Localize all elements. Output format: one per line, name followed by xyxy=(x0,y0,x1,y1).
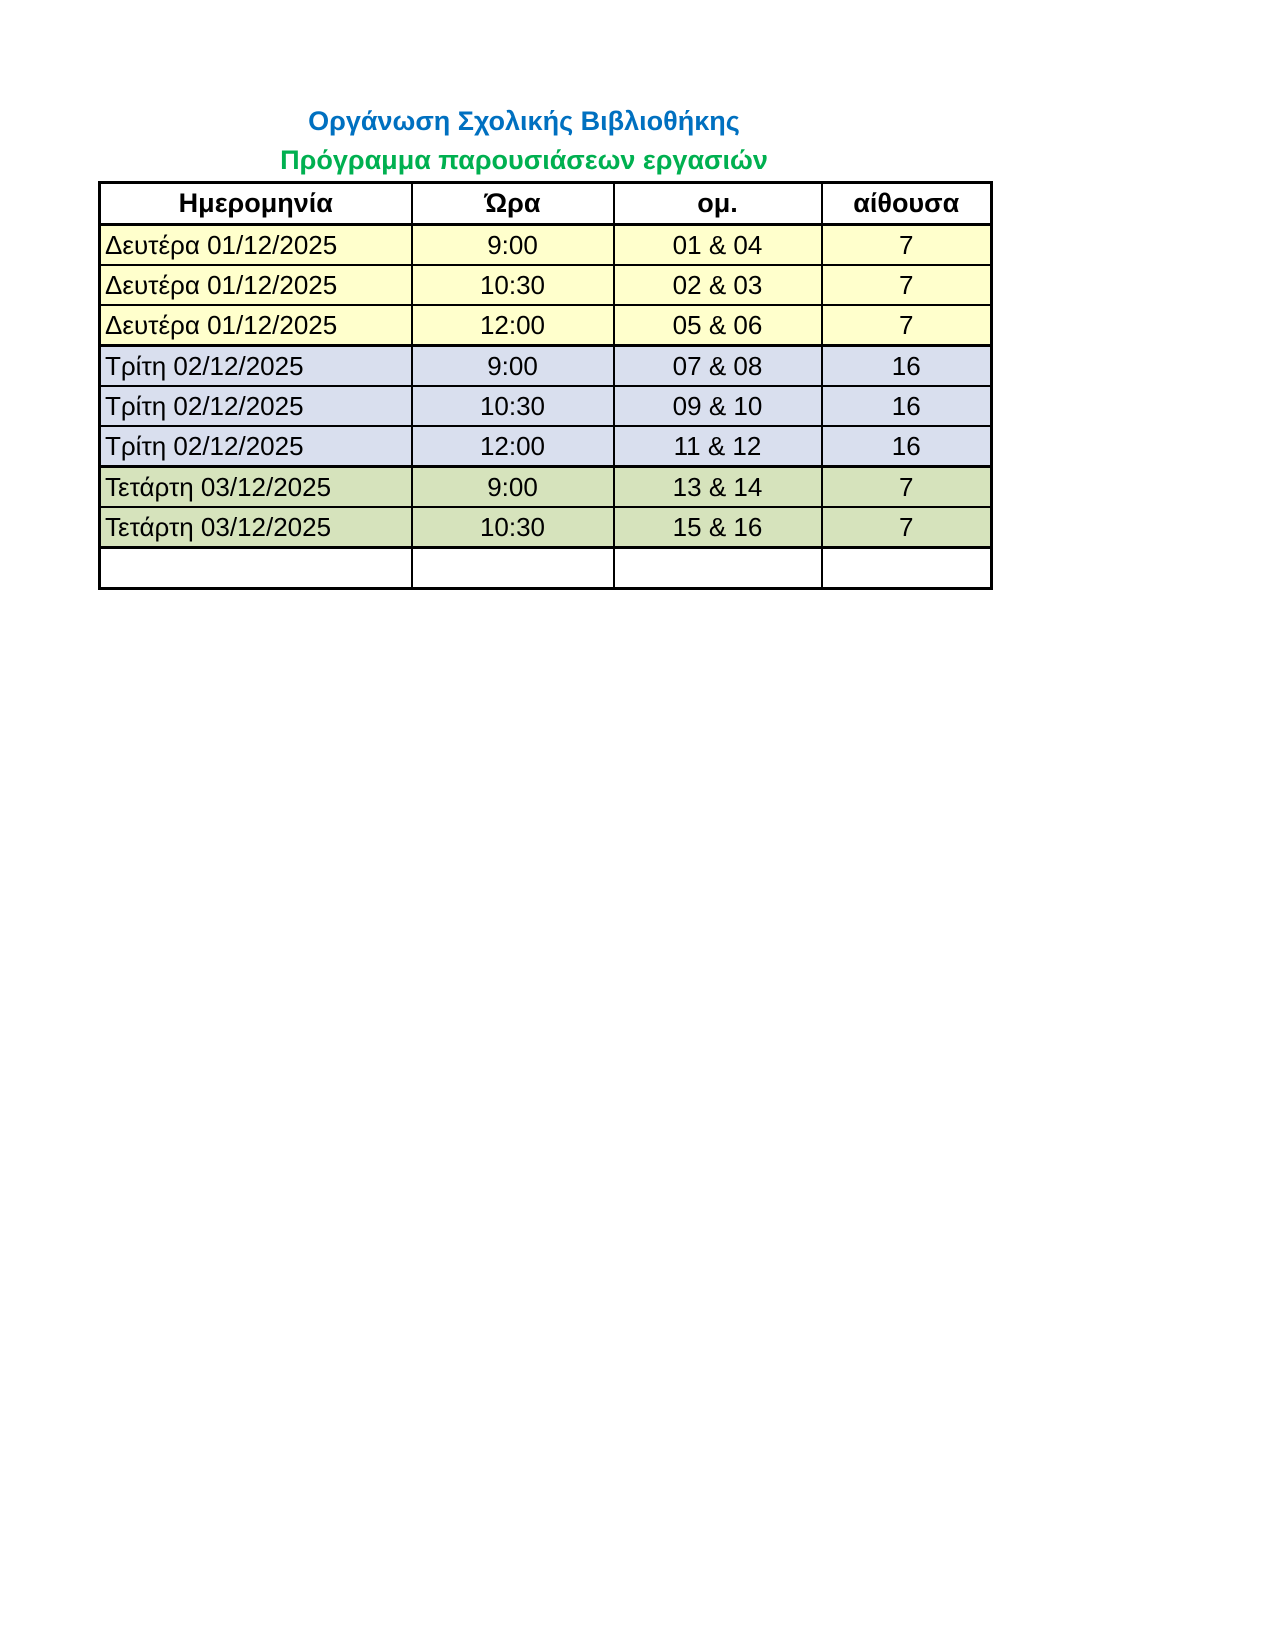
schedule-table xyxy=(98,181,993,590)
cell-date: Τετάρτη 03/12/2025 xyxy=(100,467,412,508)
header-cell-date: Ημερομηνία xyxy=(100,183,412,225)
document-headings xyxy=(98,102,950,180)
header-cell-room: αίθουσα xyxy=(822,183,992,225)
cell-date: Δευτέρα 01/12/2025 xyxy=(100,225,412,266)
cell-time: 9:00 xyxy=(412,467,614,508)
cell-time: 12:00 xyxy=(412,426,614,467)
cell-time: 10:30 xyxy=(412,507,614,548)
cell-room: 7 xyxy=(822,467,992,508)
cell-group: 02 & 03 xyxy=(614,265,822,305)
schedule-table-container xyxy=(98,181,993,590)
cell-room: 7 xyxy=(822,305,992,346)
table-row xyxy=(100,548,992,589)
cell-time: 10:30 xyxy=(412,265,614,305)
table-row xyxy=(100,386,992,426)
cell-time: 12:00 xyxy=(412,305,614,346)
table-row xyxy=(100,265,992,305)
cell-group: 11 & 12 xyxy=(614,426,822,467)
cell-time xyxy=(412,548,614,589)
header-cell-time: Ώρα xyxy=(412,183,614,225)
cell-date: Τετάρτη 03/12/2025 xyxy=(100,507,412,548)
cell-room: 16 xyxy=(822,426,992,467)
cell-time: 9:00 xyxy=(412,225,614,266)
page-subtitle: Πρόγραμμα παρουσιάσεων εργασιών xyxy=(280,145,768,175)
cell-group xyxy=(614,548,822,589)
header-cell-group: ομ. xyxy=(614,183,822,225)
cell-group: 05 & 06 xyxy=(614,305,822,346)
cell-room xyxy=(822,548,992,589)
cell-date: Τρίτη 02/12/2025 xyxy=(100,346,412,387)
cell-date xyxy=(100,548,412,589)
cell-group: 15 & 16 xyxy=(614,507,822,548)
cell-group: 09 & 10 xyxy=(614,386,822,426)
cell-group: 07 & 08 xyxy=(614,346,822,387)
cell-room: 7 xyxy=(822,265,992,305)
cell-room: 7 xyxy=(822,507,992,548)
cell-group: 01 & 04 xyxy=(614,225,822,266)
table-row xyxy=(100,225,992,266)
header-row xyxy=(100,183,992,225)
cell-room: 7 xyxy=(822,225,992,266)
cell-time: 10:30 xyxy=(412,386,614,426)
table-row xyxy=(100,305,992,346)
table-row xyxy=(100,346,992,387)
table-row xyxy=(100,507,992,548)
cell-date: Τρίτη 02/12/2025 xyxy=(100,386,412,426)
table-row xyxy=(100,467,992,508)
cell-time: 9:00 xyxy=(412,346,614,387)
cell-date: Τρίτη 02/12/2025 xyxy=(100,426,412,467)
cell-date: Δευτέρα 01/12/2025 xyxy=(100,305,412,346)
cell-group: 13 & 14 xyxy=(614,467,822,508)
page-title: Οργάνωση Σχολικής Βιβλιοθήκης xyxy=(308,106,740,136)
table-row xyxy=(100,426,992,467)
cell-room: 16 xyxy=(822,386,992,426)
cell-room: 16 xyxy=(822,346,992,387)
cell-date: Δευτέρα 01/12/2025 xyxy=(100,265,412,305)
